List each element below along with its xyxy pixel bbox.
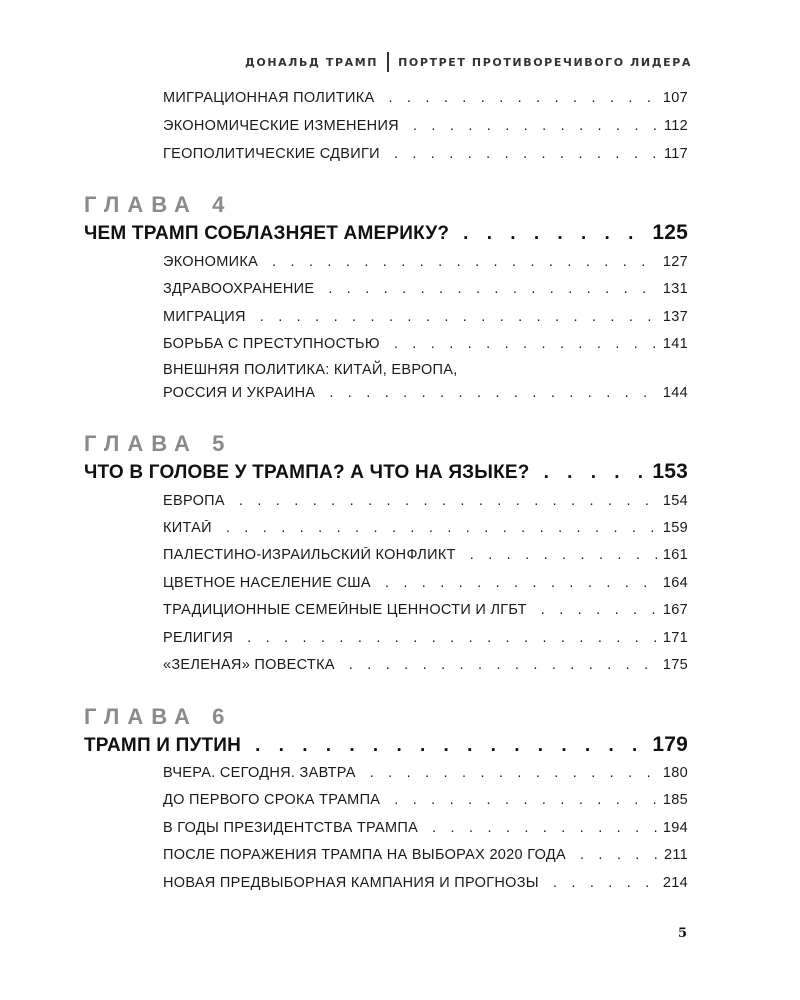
header-divider (387, 52, 389, 72)
toc-entry-page: 159 (662, 520, 688, 536)
leader-dots (432, 820, 657, 836)
leader-dots (470, 547, 657, 563)
leader-dots (370, 765, 657, 781)
toc-entry-page: 161 (662, 547, 688, 563)
toc-entry[interactable] (163, 309, 688, 325)
toc-entry-page: 167 (662, 602, 688, 618)
toc-entry-page: 180 (662, 765, 688, 781)
leader-dots (247, 630, 657, 646)
chapter-label-word: ГЛАВА (84, 431, 198, 456)
toc-entry-page: 211 (663, 847, 688, 863)
leader-dots (349, 657, 657, 673)
chapter-label (84, 431, 224, 457)
toc-entry[interactable] (163, 765, 688, 781)
toc-entry-title: ЭКОНОМИЧЕСКИЕ ИЗМЕНЕНИЯ (163, 118, 399, 134)
leader-dots (255, 735, 646, 757)
toc-entry-page: 117 (663, 146, 688, 162)
toc-entry[interactable] (163, 520, 688, 536)
leader-dots (541, 602, 657, 618)
chapter-number: 4 (212, 192, 225, 217)
chapter-title: ТРАМП И ПУТИН (84, 735, 242, 756)
toc-entry-title: ЦВЕТНОЕ НАСЕЛЕНИЕ США (163, 575, 371, 591)
toc-entry-title: РЕЛИГИЯ (163, 630, 234, 646)
chapter-heading[interactable] (84, 460, 688, 484)
leader-dots (553, 875, 657, 891)
toc-entry[interactable] (163, 575, 688, 591)
leader-dots (544, 462, 647, 484)
toc-entry[interactable] (163, 385, 688, 401)
running-header (245, 52, 692, 72)
toc-entry-page: 185 (662, 792, 688, 808)
toc-entry[interactable] (163, 657, 688, 673)
leader-dots (413, 118, 658, 134)
leader-dots (328, 281, 657, 297)
header-book-title: ПОРТРЕТ ПРОТИВОРЕЧИВОГО ЛИДЕРА (398, 55, 692, 69)
page-number: 5 (678, 926, 688, 941)
toc-entry-page: 112 (663, 118, 688, 134)
toc-entry-title: КИТАЙ (163, 520, 212, 536)
header-author: ДОНАЛЬД ТРАМП (245, 55, 379, 69)
toc-entry-title-line1: ВНЕШНЯЯ ПОЛИТИКА: КИТАЙ, ЕВРОПА, (163, 362, 458, 378)
toc-entry-title: МИГРАЦИЯ (163, 309, 246, 325)
toc-entry-page: 137 (662, 309, 688, 325)
toc-entry-title: БОРЬБА С ПРЕСТУПНОСТЬЮ (163, 336, 380, 352)
toc-entry-page: 194 (662, 820, 688, 836)
chapter-label (84, 192, 224, 218)
toc-entry-title: В ГОДЫ ПРЕЗИДЕНТСТВА ТРАМПА (163, 820, 419, 836)
chapter-title: ЧТО В ГОЛОВЕ У ТРАМПА? А ЧТО НА ЯЗЫКЕ? (84, 462, 530, 483)
chapter-heading[interactable] (84, 733, 688, 757)
toc-entry-title: ДО ПЕРВОГО СРОКА ТРАМПА (163, 792, 381, 808)
leader-dots (394, 146, 658, 162)
toc-entry-page: 141 (662, 336, 688, 352)
leader-dots (388, 90, 656, 106)
toc-entry[interactable] (163, 847, 688, 863)
toc-entry[interactable] (163, 254, 688, 270)
leader-dots (385, 575, 657, 591)
toc-entry[interactable] (163, 281, 688, 297)
toc-entry-title: «ЗЕЛЕНАЯ» ПОВЕСТКА (163, 657, 335, 673)
toc-entry[interactable] (163, 118, 688, 134)
toc-entry[interactable] (163, 820, 688, 836)
toc-entry-title: ТРАДИЦИОННЫЕ СЕМЕЙНЫЕ ЦЕННОСТИ И ЛГБТ (163, 602, 527, 618)
toc-entry-page: 175 (662, 657, 688, 673)
leader-dots (226, 520, 657, 536)
leader-dots (239, 493, 657, 509)
toc-entry-page: 144 (662, 385, 688, 401)
leader-dots (329, 385, 657, 401)
toc-entry[interactable] (163, 630, 688, 646)
leader-dots (463, 223, 646, 245)
chapter-page: 153 (652, 460, 688, 483)
chapter-label-word: ГЛАВА (84, 704, 198, 729)
toc-entry-title: НОВАЯ ПРЕДВЫБОРНАЯ КАМПАНИЯ И ПРОГНОЗЫ (163, 875, 539, 891)
toc-entry-title: ЭКОНОМИКА (163, 254, 259, 270)
toc-entry-page: 127 (662, 254, 688, 270)
chapter-label-word: ГЛАВА (84, 192, 198, 217)
chapter-number: 5 (212, 431, 225, 456)
leader-dots (580, 847, 658, 863)
toc-entry-title: ЗДРАВООХРАНЕНИЕ (163, 281, 315, 297)
toc-entry-title: МИГРАЦИОННАЯ ПОЛИТИКА (163, 90, 375, 106)
toc-entry[interactable] (163, 493, 688, 509)
toc-entry-title: ЕВРОПА (163, 493, 225, 509)
toc-entry-page: 154 (662, 493, 688, 509)
toc-entry[interactable] (163, 792, 688, 808)
chapter-page: 125 (652, 221, 688, 244)
leader-dots (260, 309, 657, 325)
toc-entry[interactable] (163, 336, 688, 352)
chapter-title: ЧЕМ ТРАМП СОБЛАЗНЯЕТ АМЕРИКУ? (84, 223, 450, 244)
toc-entry-title: ПОСЛЕ ПОРАЖЕНИЯ ТРАМПА НА ВЫБОРАХ 2020 ГОДА (163, 847, 566, 863)
toc-entry[interactable] (163, 602, 688, 618)
toc-entry-page: 171 (662, 630, 688, 646)
chapter-label (84, 704, 224, 730)
toc-entry-title-line2: РОССИЯ И УКРАИНА (163, 385, 316, 401)
toc-entry-multiline[interactable] (163, 362, 688, 378)
toc-entry-title: ПАЛЕСТИНО-ИЗРАИЛЬСКИЙ КОНФЛИКТ (163, 547, 456, 563)
toc-entry-title: ГЕОПОЛИТИЧЕСКИЕ СДВИГИ (163, 146, 380, 162)
leader-dots (272, 254, 657, 270)
chapter-number: 6 (212, 704, 225, 729)
chapter-heading[interactable] (84, 221, 688, 245)
toc-entry[interactable] (163, 875, 688, 891)
leader-dots (394, 792, 657, 808)
toc-entry[interactable] (163, 90, 688, 106)
toc-entry-page: 164 (662, 575, 688, 591)
toc-entry-page: 131 (662, 281, 688, 297)
toc-entry-page: 107 (662, 90, 688, 106)
toc-entry[interactable] (163, 547, 688, 563)
toc-entry-page: 214 (662, 875, 688, 891)
leader-dots (394, 336, 657, 352)
toc-entry[interactable] (163, 146, 688, 162)
chapter-page: 179 (652, 733, 688, 756)
toc-entry-title: ВЧЕРА. СЕГОДНЯ. ЗАВТРА (163, 765, 356, 781)
